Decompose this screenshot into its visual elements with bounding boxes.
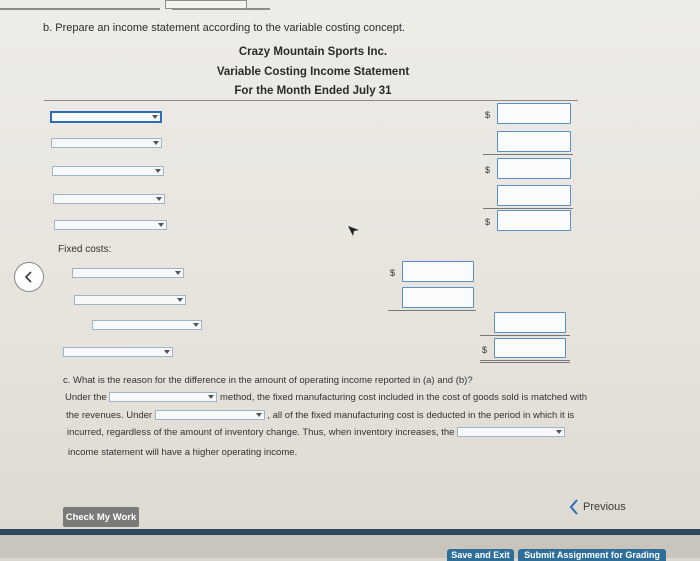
nav-back-button[interactable] bbox=[14, 262, 44, 292]
line2-text-a: the revenues. Under bbox=[66, 410, 153, 421]
amount-input-5[interactable] bbox=[497, 210, 571, 231]
fixed-subtotal-rule bbox=[388, 310, 476, 311]
chevron-down-icon bbox=[155, 169, 161, 173]
top-divider-left bbox=[0, 8, 160, 10]
chevron-down-icon bbox=[256, 413, 262, 417]
total-rule bbox=[480, 335, 570, 336]
costing-method-select-1[interactable] bbox=[109, 392, 217, 402]
chevron-down-icon bbox=[177, 298, 183, 302]
double-rule-top bbox=[480, 360, 570, 361]
line2-text-b: , all of the fixed manufacturing cost is deducted in the period in which it is bbox=[267, 410, 575, 421]
part-c-line-1 bbox=[65, 392, 587, 403]
amount-input-3[interactable] bbox=[497, 158, 571, 179]
line-item-select-3[interactable] bbox=[52, 166, 164, 176]
amount-input-4[interactable] bbox=[497, 185, 571, 206]
chevron-down-icon bbox=[153, 141, 159, 145]
total-fixed-cost-select[interactable] bbox=[92, 320, 202, 330]
dollar-sign-2: $ bbox=[485, 165, 491, 175]
statement-period: For the Month Ended July 31 bbox=[234, 85, 392, 97]
line1-text-a: Under the bbox=[65, 392, 107, 403]
chevron-down-icon bbox=[208, 395, 214, 399]
dollar-sign-1: $ bbox=[485, 110, 491, 120]
subtotal-rule-2 bbox=[483, 208, 573, 209]
line-item-select-4[interactable] bbox=[53, 194, 165, 204]
part-c-line-3 bbox=[67, 427, 565, 438]
check-my-work-button[interactable]: Check My Work bbox=[63, 507, 139, 527]
amount-input-1[interactable] bbox=[497, 103, 571, 124]
fixed-amount-input-1[interactable] bbox=[402, 261, 474, 282]
previous-button[interactable] bbox=[569, 499, 626, 515]
dollar-sign-4: $ bbox=[390, 268, 396, 278]
submit-assignment-button[interactable]: Submit Assignment for Grading bbox=[518, 549, 666, 561]
fixed-costs-label: Fixed costs: bbox=[58, 244, 112, 255]
part-c-line-2 bbox=[66, 410, 574, 421]
operating-income-input[interactable] bbox=[494, 338, 566, 358]
fixed-cost-select-2[interactable] bbox=[74, 295, 186, 305]
subtotal-rule-1 bbox=[483, 154, 573, 155]
chevron-left-icon bbox=[569, 499, 579, 515]
chevron-down-icon bbox=[556, 430, 562, 434]
company-name: Crazy Mountain Sports Inc. bbox=[238, 46, 388, 58]
save-and-exit-button[interactable]: Save and Exit bbox=[447, 549, 514, 561]
chevron-down-icon bbox=[164, 350, 170, 354]
total-fixed-amount-input[interactable] bbox=[494, 312, 566, 333]
line-item-select-1[interactable] bbox=[50, 111, 162, 123]
dollar-sign-3: $ bbox=[485, 217, 491, 227]
part-c-question: c. What is the reason for the difference in the amount of operating income reported in (a) and (b)? bbox=[63, 375, 473, 386]
statement-title: Variable Costing Income Statement bbox=[216, 66, 410, 78]
top-input-remnant[interactable] bbox=[165, 0, 247, 9]
part-b-heading: b. Prepare an income statement according to the variable costing concept. bbox=[43, 22, 405, 34]
costing-method-select-2[interactable] bbox=[155, 410, 265, 420]
header-rule bbox=[44, 100, 578, 101]
chevron-down-icon bbox=[156, 197, 162, 201]
chevron-down-icon bbox=[193, 323, 199, 327]
operating-income-select[interactable] bbox=[63, 347, 173, 357]
fixed-amount-input-2[interactable] bbox=[402, 287, 474, 308]
previous-label: Previous bbox=[583, 501, 626, 513]
part-c-line-4: income statement will have a higher operating income. bbox=[68, 447, 298, 458]
line1-text-b: method, the fixed manufacturing cost included in the cost of goods sold is matched with bbox=[220, 392, 588, 403]
line3-text-a: incurred, regardless of the amount of inventory change. Thus, when inventory increases, the bbox=[67, 427, 455, 438]
amount-input-2[interactable] bbox=[497, 131, 571, 152]
fixed-cost-select-1[interactable] bbox=[72, 268, 184, 278]
chevron-left-icon bbox=[22, 270, 36, 284]
line-item-select-5[interactable] bbox=[54, 220, 167, 230]
costing-method-select-3[interactable] bbox=[457, 427, 565, 437]
dollar-sign-5: $ bbox=[482, 345, 488, 355]
line-item-select-2[interactable] bbox=[51, 138, 162, 148]
chevron-down-icon bbox=[152, 115, 158, 119]
chevron-down-icon bbox=[158, 223, 164, 227]
chevron-down-icon bbox=[175, 271, 181, 275]
mouse-cursor-icon bbox=[348, 225, 360, 237]
double-rule-bottom bbox=[480, 362, 570, 363]
